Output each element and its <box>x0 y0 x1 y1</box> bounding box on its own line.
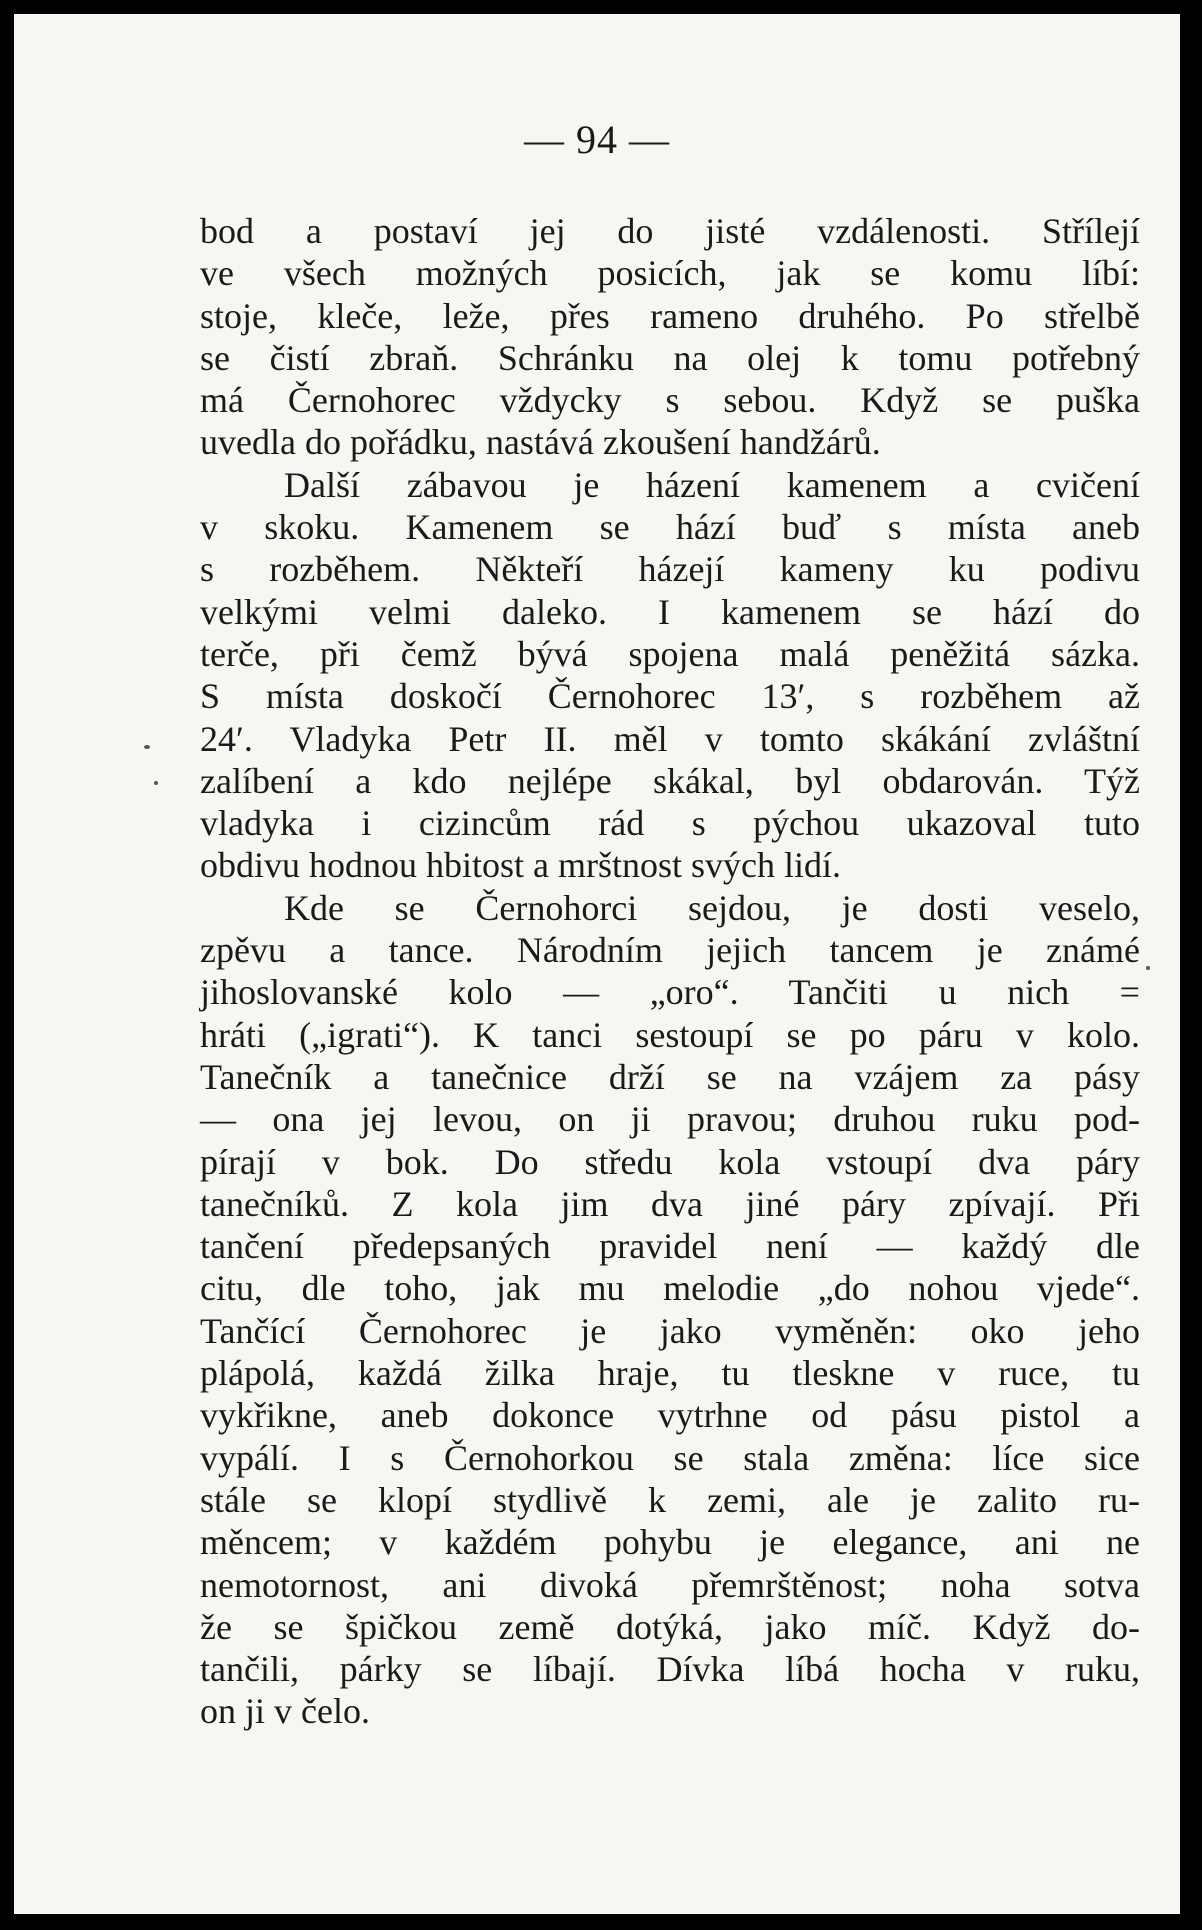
text-line: citu, dle toho, jak mu melodie „do nohou vjede“. <box>200 1268 1140 1309</box>
ink-speck <box>154 781 158 785</box>
text-line: stále se klopí stydlivě k zemi, ale je zalito ru- <box>200 1479 1140 1520</box>
text-line: stoje, kleče, leže, přes rameno druhého. Po střelbě <box>200 295 1140 336</box>
text-line: se čistí zbraň. Schránku na olej k tomu potřebný <box>200 337 1140 378</box>
body-text <box>200 210 1140 1733</box>
text-line: velkými velmi daleko. I kamenem se hází do <box>200 591 1140 632</box>
text-line: Další zábavou je házení kamenem a cvičení <box>284 464 1140 505</box>
text-line: vypálí. I s Černohorkou se stala změna: líce sice <box>200 1437 1140 1478</box>
text-line: — ona jej levou, on ji pravou; druhou ruku pod- <box>200 1099 1140 1140</box>
text-line: vykřikne, aneb dokonce vytrhne od pásu pistol a <box>200 1395 1140 1436</box>
text-line: Tančící Černohorec je jako vyměněn: oko jeho <box>200 1310 1140 1351</box>
ink-speck <box>144 745 150 749</box>
text-line: Tanečník a tanečnice drží se na vzájem za pásy <box>200 1056 1140 1097</box>
text-line: on ji v čelo. <box>200 1691 370 1732</box>
text-line: pírají v bok. Do středu kola vstoupí dva páry <box>200 1141 1140 1182</box>
text-line: S místa doskočí Černohorec 13′, s rozběhem až <box>200 676 1140 717</box>
text-line: bod a postaví jej do jisté vzdálenosti. Střílejí <box>200 211 1140 251</box>
ink-speck <box>1146 966 1150 970</box>
text-line: zalíbení a kdo nejlépe skákal, byl obdarován. Týž <box>200 760 1140 801</box>
text-line: hráti („igrati“). K tanci sestoupí se po páru v kolo. <box>200 1014 1140 1055</box>
text-line: s rozběhem. Někteří házejí kameny ku podivu <box>200 549 1140 590</box>
text-line: nemotornost, ani divoká přemrštěnost; noha sotva <box>200 1564 1140 1605</box>
text-line: 24′. Vladyka Petr II. měl v tomto skákání zvláštní <box>200 718 1140 759</box>
text-line: má Černohorec vždycky s sebou. Když se puška <box>200 380 1140 421</box>
page-edge-mark <box>1188 1725 1198 1785</box>
text-line: obdivu hodnou hbitost a mrštnost svých lidí. <box>200 845 842 886</box>
text-line: Kde se Černohorci sejdou, je dosti veselo, <box>284 887 1140 928</box>
text-line: že se špičkou země dotýká, jako míč. Když do- <box>200 1606 1140 1647</box>
page-number: — 94 — <box>524 117 670 162</box>
text-line: vladyka i cizincům rád s pýchou ukazoval tuto <box>200 803 1140 844</box>
text-line: v skoku. Kamenem se hází buď s místa aneb <box>200 507 1140 548</box>
text-line: plápolá, každá žilka hraje, tu tleskne v ruce, tu <box>200 1353 1140 1394</box>
text-line: tančili, párky se líbají. Dívka líbá hocha v ruku, <box>200 1649 1140 1690</box>
text-line: zpěvu a tance. Národním jejich tancem je známé <box>200 930 1140 971</box>
text-line: uvedla do pořádku, nastává zkoušení handžárů. <box>200 422 881 463</box>
text-line: měncem; v každém pohybu je elegance, ani ne <box>200 1522 1140 1563</box>
text-line: ve všech možných posicích, jak se komu líbí: <box>200 253 1140 294</box>
book-page <box>14 14 1180 1914</box>
text-line: terče, při čemž bývá spojena malá peněžitá sázka. <box>200 633 1140 674</box>
text-line: tančení předepsaných pravidel není — každý dle <box>200 1226 1140 1267</box>
text-line: jihoslovanské kolo — „oro“. Tančiti u nich = <box>200 972 1140 1013</box>
text-line: tanečníků. Z kola jim dva jiné páry zpívají. Při <box>200 1183 1140 1224</box>
